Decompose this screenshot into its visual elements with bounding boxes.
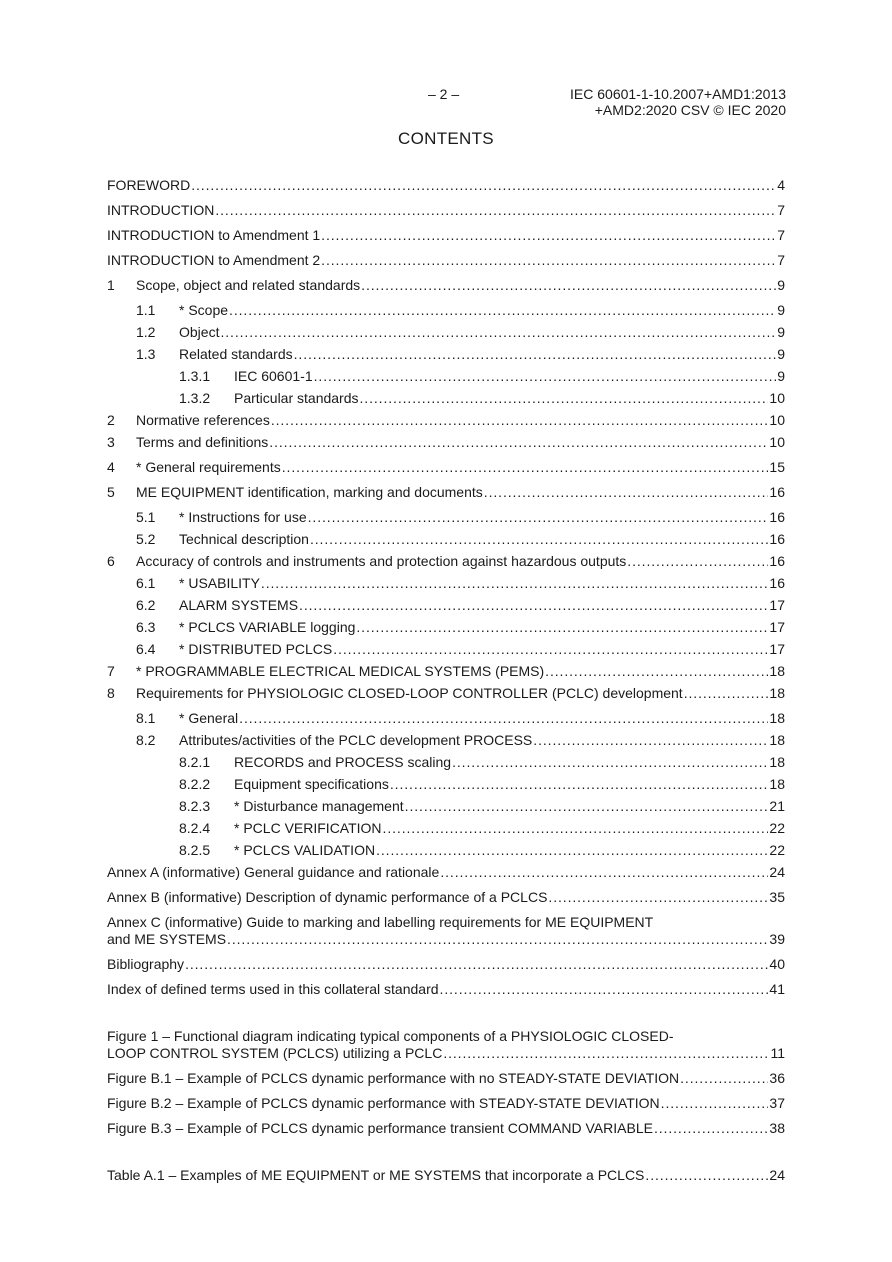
toc-entry-text: Annex B (informative) Description of dynamic performance of a PCLCS — [107, 889, 548, 905]
dot-leader — [356, 619, 768, 635]
toc-entry-text: Attributes/activities of the PCLC development PROCESS — [179, 732, 533, 748]
toc-entry-text: * PROGRAMMABLE ELECTRICAL MEDICAL SYSTEMS (PEMS) — [136, 663, 545, 679]
toc-entry-page: 21 — [769, 798, 785, 814]
toc-entry-bibliography[interactable] — [107, 956, 785, 981]
toc-entry-text: Particular standards — [234, 390, 359, 406]
toc-entry-text: FOREWORD — [107, 177, 191, 193]
toc-entry-page: 10 — [769, 390, 785, 406]
standard-line-1: IEC 60601-1-10.2007+AMD1:2013 — [570, 86, 786, 102]
toc-entry-7[interactable] — [107, 663, 785, 685]
toc-entry-8-2[interactable] — [107, 732, 785, 754]
toc-entry-page: 18 — [769, 732, 785, 748]
toc-entry-number: 1.3.1 — [179, 368, 211, 384]
toc-entry-1-2[interactable] — [107, 324, 785, 346]
toc-entry-number: 1.1 — [136, 302, 156, 318]
toc-entry-annex-b[interactable] — [107, 889, 785, 914]
table-entry-page: 24 — [769, 1167, 785, 1183]
toc-entry-8-2-3[interactable] — [107, 798, 785, 820]
toc-entry-text: * PCLCS VALIDATION — [234, 842, 376, 858]
toc-entry-text: Scope, object and related standards — [136, 277, 361, 293]
figure-entry-text: Figure B.3 – Example of PCLCS dynamic performance transient COMMAND VARIABLE — [107, 1120, 653, 1136]
page-number: – 2 – — [428, 86, 460, 102]
dot-leader — [294, 346, 777, 362]
toc-entry-page: 18 — [769, 754, 785, 770]
toc-entry-number: 1 — [107, 277, 115, 293]
toc-entry-page: 16 — [769, 575, 785, 591]
toc-entry-number: 8.2.2 — [179, 776, 211, 792]
toc-entry-1-1[interactable] — [107, 302, 785, 324]
dot-leader — [191, 177, 776, 193]
toc-entry-number: 1.2 — [136, 324, 156, 340]
toc-entry-page: 24 — [769, 864, 785, 880]
dot-leader — [627, 553, 768, 569]
toc-entry-page: 7 — [777, 202, 785, 218]
toc-entry-number: 8.1 — [136, 710, 156, 726]
toc-entry-number: 6 — [107, 553, 115, 569]
dot-leader — [321, 252, 776, 268]
dot-leader — [376, 842, 768, 858]
toc-entry-page: 18 — [769, 776, 785, 792]
toc-entry-1[interactable] — [107, 277, 785, 302]
toc-entry-number: 1.3 — [136, 346, 156, 362]
toc-entry-number: 8.2.3 — [179, 798, 211, 814]
dot-leader — [229, 302, 776, 318]
dot-leader — [361, 277, 776, 293]
toc-entry-number: 1.3.2 — [179, 390, 211, 406]
figure-entry-text: Figure B.1 – Example of PCLCS dynamic performance with no STEADY-STATE DEVIATION — [107, 1070, 680, 1086]
toc-entry-number: 6.3 — [136, 619, 156, 635]
toc-entry-number: 5.1 — [136, 509, 156, 525]
toc-entry-6-4[interactable] — [107, 641, 785, 663]
toc-entry-text: INTRODUCTION to Amendment 2 — [107, 252, 321, 268]
dot-leader — [383, 820, 769, 836]
toc-entry-page: 18 — [769, 685, 785, 701]
table-entry-a1[interactable] — [107, 1167, 785, 1192]
dot-leader — [443, 1045, 769, 1061]
toc-entry-page: 18 — [769, 663, 785, 679]
toc-entry-text: * DISTRIBUTED PCLCS — [179, 641, 333, 657]
toc-entry-number: 8.2.4 — [179, 820, 211, 836]
toc-entry-page: 39 — [769, 931, 785, 947]
dot-leader — [269, 434, 768, 450]
figure-entry-text: Figure 1 – Functional diagram indicating typical components of a PHYSIOLOGIC CLOSED- — [107, 1028, 674, 1044]
toc-entry-text: Index of defined terms used in this collateral standard — [107, 981, 439, 997]
standard-reference — [570, 86, 786, 118]
toc-entry-6-2[interactable] — [107, 597, 785, 619]
toc-entry-3[interactable] — [107, 434, 785, 459]
toc-entry-page: 40 — [769, 956, 785, 972]
toc-entry-page: 17 — [769, 641, 785, 657]
figure-entry-text-continued: LOOP CONTROL SYSTEM (PCLCS) utilizing a PCLC — [107, 1045, 443, 1061]
toc-entry-8-2-2[interactable] — [107, 776, 785, 798]
toc-entry-text: INTRODUCTION — [107, 202, 215, 218]
dot-leader — [314, 368, 777, 384]
figure-entry-text: Figure B.2 – Example of PCLCS dynamic performance with STEADY-STATE DEVIATION — [107, 1095, 660, 1111]
toc-entry-text-continued: and ME SYSTEMS — [107, 931, 227, 947]
dot-leader — [452, 754, 768, 770]
dot-leader — [282, 459, 769, 475]
toc-entry-page: 35 — [769, 889, 785, 905]
dot-leader — [185, 956, 768, 972]
toc-entry-introduction-amd1[interactable] — [107, 227, 785, 252]
figure-entry-b1[interactable] — [107, 1070, 785, 1095]
toc-entry-page: 22 — [769, 842, 785, 858]
toc-entry-page: 10 — [769, 412, 785, 428]
toc-entry-index[interactable] — [107, 981, 785, 1006]
toc-entry-text: * Scope — [179, 302, 229, 318]
toc-entry-text: Bibliography — [107, 956, 185, 972]
toc-entry-5-1[interactable] — [107, 509, 785, 531]
dot-leader — [227, 931, 768, 947]
dot-leader — [684, 685, 769, 701]
toc-entry-introduction-amd2[interactable] — [107, 252, 785, 277]
toc-entry-text: ALARM SYSTEMS — [179, 597, 299, 613]
table-entry-text: Table A.1 – Examples of ME EQUIPMENT or ME SYSTEMS that incorporate a PCLCS — [107, 1167, 645, 1183]
dot-leader — [533, 732, 768, 748]
dot-leader — [440, 981, 769, 997]
dot-leader — [310, 531, 768, 547]
toc-entry-5[interactable] — [107, 484, 785, 509]
figure-entry-page: 36 — [769, 1070, 785, 1086]
figure-entry-b2[interactable] — [107, 1095, 785, 1120]
toc-entry-page: 16 — [769, 553, 785, 569]
toc-entry-8-2-5[interactable] — [107, 842, 785, 864]
dot-leader — [405, 798, 769, 814]
dot-leader — [661, 1095, 769, 1111]
page-title: CONTENTS — [398, 129, 494, 148]
toc-entry-1-3[interactable] — [107, 346, 785, 368]
toc-entry-text: ME EQUIPMENT identification, marking and documents — [136, 484, 483, 500]
toc-entry-text: Object — [179, 324, 220, 340]
toc-entry-6-3[interactable] — [107, 619, 785, 641]
toc-entry-text: RECORDS and PROCESS scaling — [234, 754, 452, 770]
toc-entry-8-1[interactable] — [107, 710, 785, 732]
standard-line-2: +AMD2:2020 CSV © IEC 2020 — [594, 102, 786, 118]
toc-entry-page: 9 — [777, 368, 785, 384]
toc-entry-introduction[interactable] — [107, 202, 785, 227]
toc-entry-annex-c[interactable] — [107, 914, 785, 956]
dot-leader — [321, 227, 776, 243]
toc-entry-1-3-2[interactable] — [107, 390, 785, 412]
toc-entry-page: 16 — [769, 531, 785, 547]
toc-entry-text: * Disturbance management — [234, 798, 404, 814]
dot-leader — [545, 663, 768, 679]
dot-leader — [548, 889, 768, 905]
dot-leader — [239, 710, 768, 726]
toc-entry-number: 5 — [107, 484, 115, 500]
toc-entry-6-1[interactable] — [107, 575, 785, 597]
toc-entry-text: * PCLCS VARIABLE logging — [179, 619, 356, 635]
dot-leader — [308, 509, 769, 525]
toc-entry-4[interactable] — [107, 459, 785, 484]
toc-entry-page: 16 — [769, 509, 785, 525]
toc-entry-text: * PCLC VERIFICATION — [234, 820, 382, 836]
section-spacer — [107, 1145, 785, 1167]
toc-entry-number: 5.2 — [136, 531, 156, 547]
toc-entry-number: 8 — [107, 685, 115, 701]
toc-entry-page: 18 — [769, 710, 785, 726]
toc-entry-text: Terms and definitions — [136, 434, 269, 450]
toc-entry-page: 4 — [777, 177, 785, 193]
toc-entry-text: Annex A (informative) General guidance and rationale — [107, 864, 440, 880]
section-spacer — [107, 1006, 785, 1028]
toc-entry-number: 8.2 — [136, 732, 156, 748]
figure-entry-1[interactable] — [107, 1028, 785, 1070]
toc-entry-page: 22 — [769, 820, 785, 836]
toc-entry-page: 17 — [769, 597, 785, 613]
toc-entry-page: 9 — [777, 346, 785, 362]
toc-entry-text: IEC 60601-1 — [234, 368, 313, 384]
toc-entry-text: Normative references — [136, 412, 270, 428]
toc-entry-text: Related standards — [179, 346, 293, 362]
toc-entry-8[interactable] — [107, 685, 785, 710]
toc-entry-number: 3 — [107, 434, 115, 450]
dot-leader — [261, 575, 769, 591]
toc-entry-text: Technical description — [179, 531, 309, 547]
toc-entry-foreword[interactable] — [107, 177, 785, 202]
toc-entry-text: Accuracy of controls and instruments and protection against hazardous outputs — [136, 553, 627, 569]
dot-leader — [680, 1070, 768, 1086]
figure-entry-page: 11 — [770, 1045, 785, 1061]
toc-entry-text: Annex C (informative) Guide to marking and labelling requirements for ME EQUIPMENT — [107, 914, 654, 930]
toc-entry-page: 7 — [777, 227, 785, 243]
dot-leader — [271, 412, 769, 428]
toc-entry-number: 2 — [107, 412, 115, 428]
dot-leader — [215, 202, 776, 218]
dot-leader — [390, 776, 769, 792]
toc-entry-page: 15 — [769, 459, 785, 475]
dot-leader — [484, 484, 769, 500]
toc-entry-text: * Instructions for use — [179, 509, 307, 525]
toc-entry-number: 8.2.1 — [179, 754, 211, 770]
toc-entry-1-3-1[interactable] — [107, 368, 785, 390]
toc-entry-number: 6.2 — [136, 597, 156, 613]
toc-entry-annex-a[interactable] — [107, 864, 785, 889]
figure-entry-page: 37 — [769, 1095, 785, 1111]
toc-entry-page: 9 — [777, 302, 785, 318]
dot-leader — [645, 1167, 768, 1183]
toc-entry-page: 16 — [769, 484, 785, 500]
dot-leader — [360, 390, 769, 406]
table-of-contents — [107, 177, 785, 1192]
toc-entry-page: 9 — [777, 324, 785, 340]
toc-entry-text: INTRODUCTION to Amendment 1 — [107, 227, 321, 243]
toc-entry-page: 9 — [777, 277, 785, 293]
dot-leader — [333, 641, 768, 657]
toc-entry-number: 7 — [107, 663, 115, 679]
toc-entry-page: 41 — [769, 981, 785, 997]
toc-entry-text: * General — [179, 710, 239, 726]
toc-entry-page: 17 — [769, 619, 785, 635]
dot-leader — [299, 597, 768, 613]
toc-entry-page: 10 — [769, 434, 785, 450]
toc-entry-5-2[interactable] — [107, 531, 785, 553]
figure-entry-page: 38 — [769, 1120, 785, 1136]
toc-entry-number: 4 — [107, 459, 115, 475]
toc-entry-text: Requirements for PHYSIOLOGIC CLOSED-LOOP CONTROLLER (PCLC) development — [136, 685, 683, 701]
toc-entry-number: 6.1 — [136, 575, 156, 591]
dot-leader — [220, 324, 776, 340]
toc-entry-2[interactable] — [107, 412, 785, 434]
dot-leader — [654, 1120, 768, 1136]
toc-entry-page: 7 — [777, 252, 785, 268]
toc-entry-8-2-4[interactable] — [107, 820, 785, 842]
toc-entry-number: 8.2.5 — [179, 842, 211, 858]
toc-entry-text: * USABILITY — [179, 575, 260, 591]
figure-entry-b3[interactable] — [107, 1120, 785, 1145]
toc-entry-text: * General requirements — [136, 459, 281, 475]
dot-leader — [440, 864, 768, 880]
toc-entry-number: 6.4 — [136, 641, 156, 657]
toc-entry-8-2-1[interactable] — [107, 754, 785, 776]
toc-entry-text: Equipment specifications — [234, 776, 389, 792]
toc-entry-6[interactable] — [107, 553, 785, 575]
